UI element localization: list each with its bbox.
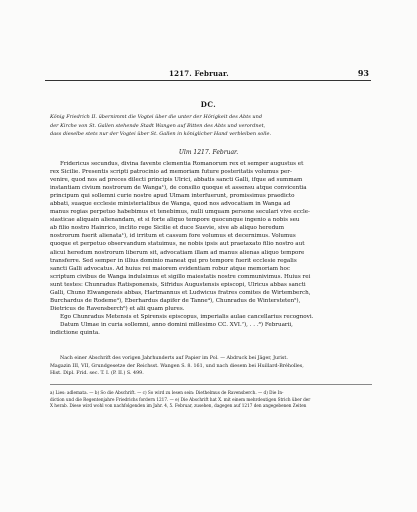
body-line: siasticae aliquain alienandam, et si forte aliquo tempore quocunque ingenio a nobis seu	[50, 217, 300, 224]
document-number: DC.	[200, 100, 217, 109]
footnote-line: diction und die Regentenjahre Friedrichs fordern 1217. — e) Die Abschrift hat X. mit einem mehrdeutigen Strich über der	[50, 396, 311, 402]
body-line: scriptum civibus de Wanga indulsimus et sigillo maiestatis nostre communivimus. Huius rei	[50, 273, 311, 280]
regest-line: dass dieselbe stets nur der Vogtei über St. Gallen in königlicher Hand verbleiben solle.	[50, 131, 272, 137]
body-line: Galli, Chuno Elwangensis abbas, Hartmannus et Ludwicus fratres comites de Wirtemberch,	[50, 289, 311, 296]
dateline: Ulm 1217. Februar.	[178, 149, 239, 156]
footnote-line: X herab. Diese wird wohl von nachfolgenden im Jahr. 4, 5. Februar, zusehen, dagegen auf 1217 den angegebenen Zeiten	[50, 403, 307, 409]
header-rule	[45, 80, 371, 81]
body-line: venire, quod nos ad preces dilecti principis Ulrici, abbatis sancti Galli, ifque ad summam	[50, 177, 303, 184]
footnotes	[50, 390, 372, 410]
body-line: Ego Chunradus Metensis et Spirensis episcopus, imperialis aulae cancellarius recognovi.	[60, 313, 314, 320]
regest-summary	[50, 113, 372, 139]
charter-text	[50, 160, 372, 337]
body-line: Dietricus de Ravensberch⁶) et alii quam plures.	[50, 305, 185, 312]
body-line: sancti Galli advocatus. Ad huius rei maiorem evidentiam robur atque memoriam hoc	[50, 265, 290, 272]
body-line: quoque et perpetuo observandum statuimus, ne nobis ipsis aut praetaxato filio nostro aut	[50, 241, 305, 248]
note-line: Hist. Dipl. Frid. sec. T. I. (P. II.) S. 499.	[50, 371, 144, 377]
body-line: abbati, suaque ecclesie ministerialibus de Wanga, quod nos advocatiam in Wanga ad	[50, 201, 291, 208]
body-line: Fridericus secundus, divina favente clementia Romanorum rex et semper augustus et	[60, 161, 304, 167]
footnote-line: a) Lies: adlemata. — b) So die Abschrift. — c) So wird zu lesen sein: Diethelmus de Ravensberch. — d) Die In-	[50, 390, 284, 395]
body-line: indictione quinta.	[50, 329, 100, 336]
page-number: 93	[357, 68, 369, 78]
body-line: alicui heredum nostrorum liberum sit, advocatiam illam ad manus alienas aliquo tempore	[50, 249, 305, 256]
body-line: nostrorum fuerit alienata¹), id irritum et cassum fore volumus et decernimus. Volumus	[50, 233, 296, 240]
note-line: Nach einer Abschrift des vorigen Jahrhunderts auf Papier im Pol. — Abdruck bei Jäger, Jurist.	[60, 356, 288, 361]
body-line: rex Sicilie. Presentis scripti patrocinio ad memoriam future posteritatis volumus per-	[50, 169, 292, 176]
body-line: instantiam civium nostrorum de Wanga¹), de consilio quoque et assensu atque convicentia	[50, 185, 307, 192]
note-line: Magazin III, VII, Grundgesetze der Reichsst. Wangen S. 8. 161, und nach diesem bei Huillard-Bréholles,	[50, 363, 304, 369]
running-head: 1217. Februar.	[169, 69, 229, 78]
body-line: Datum Ulmae in curia sollemni, anno domini millesimo CC. XVI.⁷), . . .⁸) Februarii,	[60, 321, 293, 328]
body-line: Burchardus de Rodeme³), Eberhardus dapifer de Tanne⁴), Chunradus de Wintersteten⁵),	[50, 297, 301, 304]
body-line: sunt testes: Chunradus Ratisponensis, Sifridus Augustensis episcopi, Ulricus abbas sancti	[50, 281, 306, 288]
footnote-rule	[50, 384, 372, 385]
regest-line: der Kirche von St. Gallen stehende Stadt Wangen auf Bitten des Abts und verordnet,	[50, 122, 266, 129]
regest-line: König Friedrich II. übernimmt die Vogtei über die unter der Hörigkeit des Abts und	[50, 114, 263, 120]
source-note	[50, 355, 372, 378]
body-line: manus regias perpetuo habebimus et tenebimus, nulli umquam persone seculari vive eccle-	[50, 209, 310, 216]
body-line: principum qui sollemni curie nostre apud Ulmam interfuerunt, promissimus praedicto	[50, 193, 295, 200]
body-line: transferre. Sed semper in illius dominio maneat qui pro tempore fuerit ecclesie regalis	[50, 257, 297, 264]
body-line: ab filio nostro Hainrico, inclito rege Sicilie et duce Suevie, sive ab aliquo heredum	[50, 225, 285, 232]
